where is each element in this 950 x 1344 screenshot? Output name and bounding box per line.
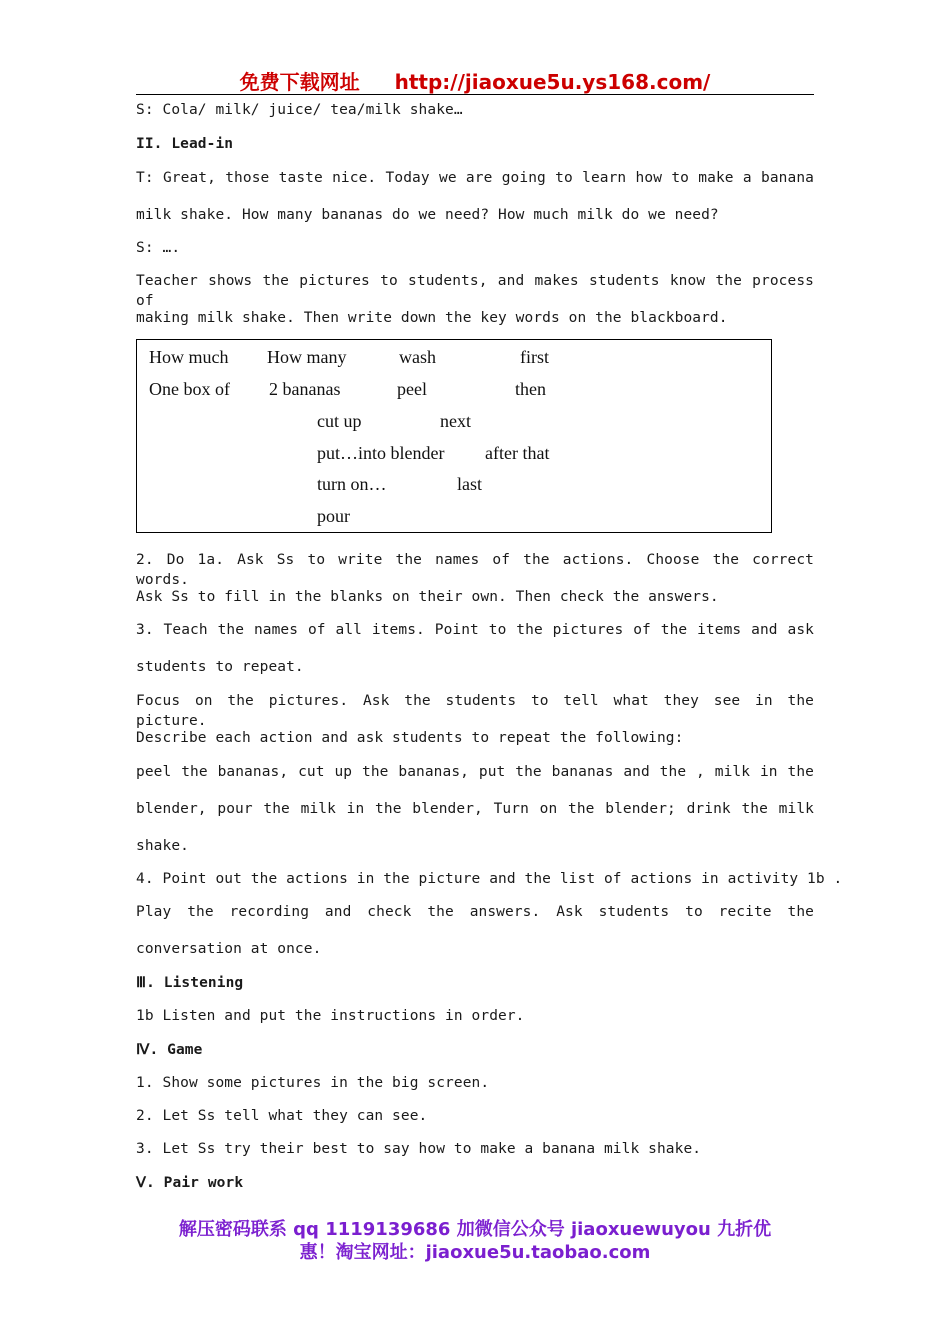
text-line: Teacher shows the pictures to students, and makes students know the process of <box>136 273 814 309</box>
text-line: shake. <box>136 838 189 854</box>
text-line: Play the recording and check the answers. Ask students to recite the <box>136 904 814 920</box>
text-line: 3. Teach the names of all items. Point to the pictures of the items and ask <box>136 622 814 638</box>
text-line: 3. Let Ss try their best to say how to make a banana milk shake. <box>136 1141 702 1157</box>
text-line: S: …. <box>136 240 181 256</box>
header-free-download: 免费下载网址 <box>239 70 360 94</box>
text-line: 2. Let Ss tell what they can see. <box>136 1108 428 1124</box>
text-line: 1b Listen and put the instructions in order. <box>136 1008 525 1024</box>
board-word: One box of <box>149 379 230 399</box>
text-line: milk shake. How many bananas do we need? How much milk do we need? <box>136 207 719 223</box>
board-word: last <box>457 474 482 494</box>
section-heading: Ⅴ. Pair work <box>136 1175 244 1191</box>
board-word: pour <box>317 506 350 526</box>
footer-taobao-line[interactable]: 惠！淘宝网址：jiaoxue5u.taobao.com <box>299 1242 651 1263</box>
footer-contact-line: 解压密码联系 qq 1119139686 加微信公众号 jiaoxuewuyou 九折优 <box>178 1219 772 1240</box>
text-line: students to repeat. <box>136 659 304 675</box>
text-line: making milk shake. Then write down the key words on the blackboard. <box>136 310 728 326</box>
section-heading: II. Lead-in <box>136 136 234 152</box>
text-line: Ask Ss to fill in the blanks on their own. Then check the answers. <box>136 589 719 605</box>
page-footer <box>130 1218 820 1264</box>
board-word: put…into blender <box>317 443 445 463</box>
text-line: T: Great, those taste nice. Today we are going to learn how to make a banana <box>136 170 814 186</box>
board-word: first <box>520 347 549 367</box>
header-url[interactable]: http://jiaoxue5u.ys168.com/ <box>394 70 711 94</box>
board-word: then <box>515 379 546 399</box>
section-heading: Ⅳ. Game <box>136 1042 203 1058</box>
board-word: wash <box>399 347 436 367</box>
board-word: turn on… <box>317 474 387 494</box>
board-word: 2 bananas <box>269 379 341 399</box>
board-word: next <box>440 411 471 431</box>
section-heading: Ⅲ. Listening <box>136 975 244 991</box>
text-line: Focus on the pictures. Ask the students to tell what they see in the picture. <box>136 693 814 729</box>
board-word: How many <box>267 347 347 367</box>
text-line: blender, pour the milk in the blender, Turn on the blender; drink the milk <box>136 801 814 817</box>
text-line: 1. Show some pictures in the big screen. <box>136 1075 490 1091</box>
text-line: conversation at once. <box>136 941 322 957</box>
text-line: S: Cola/ milk/ juice/ tea/milk shake… <box>136 102 463 118</box>
board-word: How much <box>149 347 229 367</box>
text-line: 4. Point out the actions in the picture and the list of actions in activity 1b . <box>136 871 843 887</box>
text-line: Describe each action and ask students to repeat the following: <box>136 730 684 746</box>
text-line: peel the bananas, cut up the bananas, put the bananas and the , milk in the <box>136 764 814 780</box>
board-word: peel <box>397 379 427 399</box>
blackboard-keywords-box <box>136 339 772 533</box>
text-line: 2. Do 1a. Ask Ss to write the names of the actions. Choose the correct words. <box>136 552 814 588</box>
board-word: after that <box>485 443 550 463</box>
page-header <box>136 66 814 95</box>
board-word: cut up <box>317 411 362 431</box>
